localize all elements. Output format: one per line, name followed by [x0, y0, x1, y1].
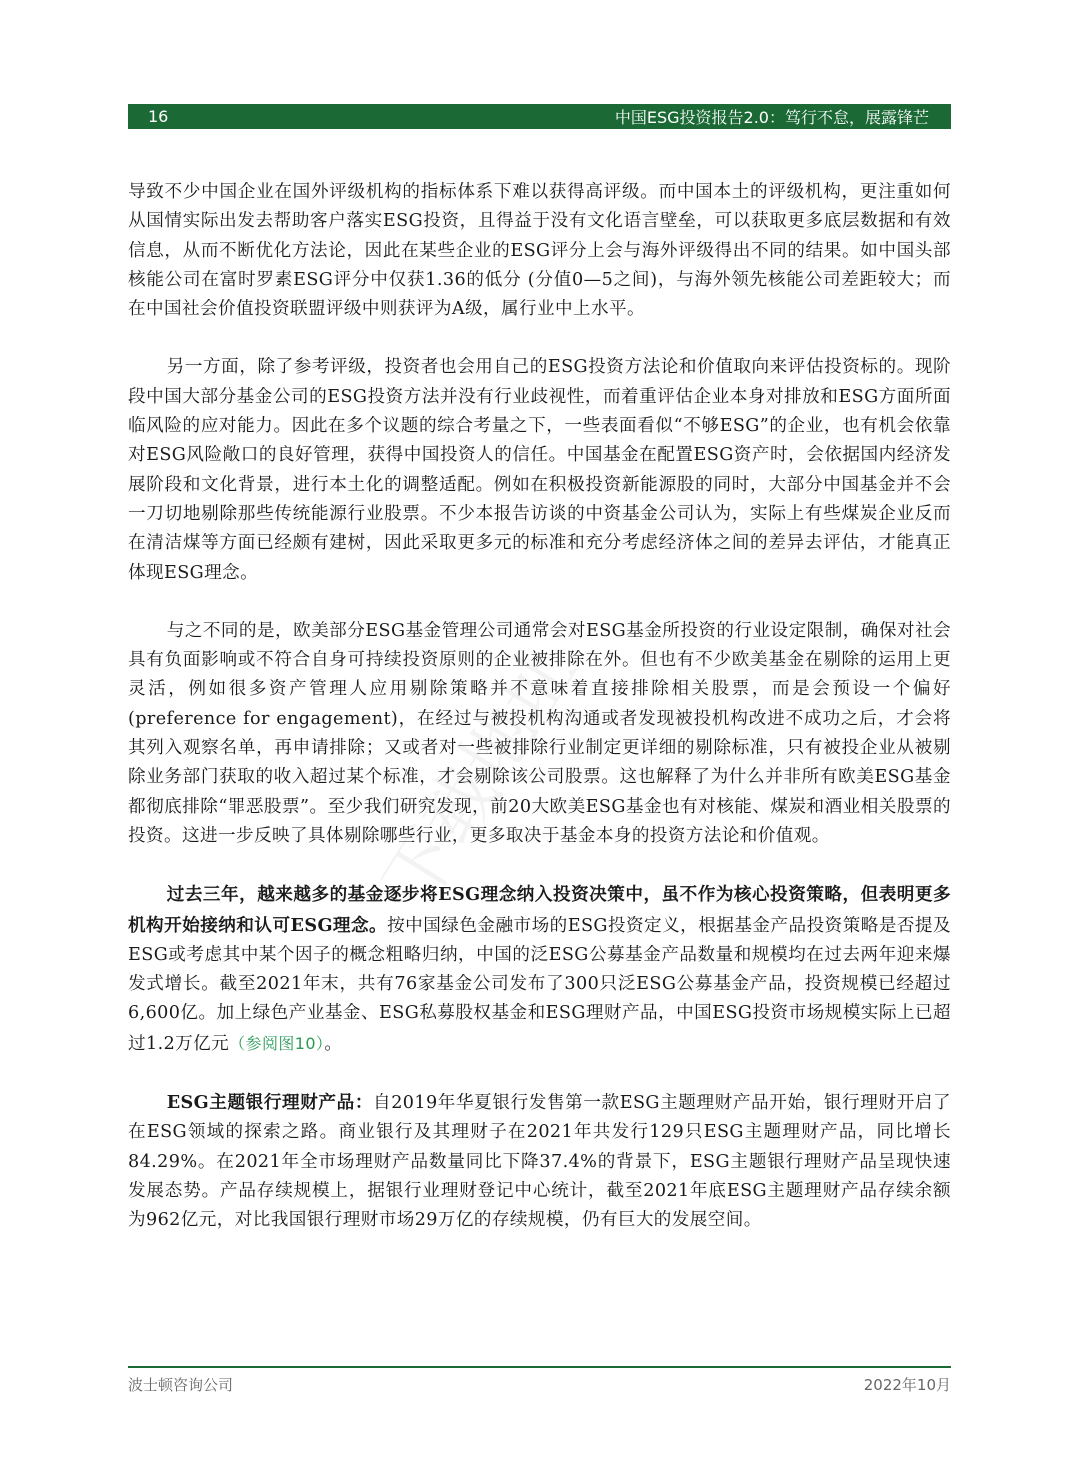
report-title: 中国ESG投资报告2.0：笃行不怠，展露锋芒 — [614, 108, 929, 127]
footer-date: 2022年10月 — [863, 1376, 951, 1394]
body-text — [128, 178, 951, 1265]
page-number: 16 — [148, 107, 169, 126]
header-bar — [128, 104, 951, 129]
figure-reference-link[interactable]: （参阅图10） — [229, 1033, 325, 1053]
paragraph-1: 导致不少中国企业在国外评级机构的指标体系下难以获得高评级。而中国本土的评级机构，更注重如何从国情实际出发去帮助客户落实ESG投资，且得益于没有文化语言壁垒，可以获取更多底层数据和有效信息，从而不断优化方法论，因此在某些企业的ESG评分上会与海外评级得出不同的结果。如中国头部核能公司在富时罗素ESG评分中仅获1.36的低分 (分值0—5之间)，与海外领先核能公司差距较大；而在中国社会价值投资联盟评级中则获评为A级，属行业中上水平。 — [128, 182, 951, 320]
paragraph-5-bold-lead: ESG主题银行理财产品： — [166, 1092, 374, 1114]
paragraph-5: ESG主题银行理财产品：自2019年华夏银行发售第一款ESG主题理财产品开始，银行理财开启了在ESG领域的探索之路。商业银行及其理财子在2021年共发行129只ESG主题理财产品，同比增长84.29%。在2021年全市场理财产品数量同比下降37.4%的背景下，ESG主题银行理财产品呈现快速发展态势。产品存续规模上，据银行业理财登记中心统计，截至2021年底ESG主题理财产品存续余额为962亿元，对比我国银行理财市场29万亿的存续规模，仍有巨大的发展空间。 — [128, 1092, 951, 1231]
footer-company: 波士顿咨询公司 — [128, 1376, 234, 1394]
paragraph-2: 另一方面，除了参考评级，投资者也会用自己的ESG投资方法论和价值取向来评估投资标的。现阶段中国大部分基金公司的ESG投资方法并没有行业歧视性，而着重评估企业本身对排放和ESG方面所面临风险的应对能力。因此在多个议题的综合考量之下，一些表面看似“不够ESG”的企业，也有机会依靠对ESG风险敞口的良好管理，获得中国投资人的信任。中国基金在配置ESG资产时，会依据国内经济发展阶段和文化背景，进行本土化的调整适配。例如在积极投资新能源股的同时，大部分中国基金并不会一刀切地剔除那些传统能源行业股票。不少本报告访谈的中资基金公司认为，实际上有些煤炭企业反而在清洁煤等方面已经颇有建树，因此采取更多元的标准和充分考虑经济体之间的差异去评估，才能真正体现ESG理念。 — [128, 357, 951, 583]
paragraph-4-bold-lead: 过去三年，越来越多的基金逐步将ESG理念纳入投资决策中，虽不作为核心投资策略，但表明更多机构开始接纳和认可ESG理念。 — [128, 884, 951, 936]
footer-divider — [128, 1366, 951, 1368]
paragraph-3: 与之不同的是，欧美部分ESG基金管理公司通常会对ESG基金所投资的行业设定限制，确保对社会具有负面影响或不符合自身可持续投资原则的企业被排除在外。但也有不少欧美基金在剔除的运用上更灵活，例如很多资产管理人应用剔除策略并不意味着直接排除相关股票，而是会预设一个偏好 (preference for engagement)，在经过与被投机构沟通或者发现被投机构改进不成功之后，才会将其列入观察名单，再申请排除；又或者对一些被排除行业制定更详细的剔除标准，只有被投企业从被剔除业务部门获取的收入超过某个标准，才会剔除该公司股票。这也解释了为什么并非所有欧美ESG基金都彻底排除“罪恶股票”。至少我们研究发现，前20大欧美ESG基金也有对核能、煤炭和酒业相关股票的投资。这进一步反映了具体剔除哪些行业，更多取决于基金本身的投资方法论和价值观。 — [128, 620, 951, 846]
paragraph-4: 过去三年，越来越多的基金逐步将ESG理念纳入投资决策中，虽不作为核心投资策略，但表明更多机构开始接纳和认可ESG理念。按中国绿色金融市场的ESG投资定义，根据基金产品投资策略是否提及ESG或考虑其中某个因子的概念粗略归纳，中国的泛ESG公募基金产品数量和规模均在过去两年迎来爆发式增长。截至2021年末，共有76家基金公司发布了300只泛ESG公募基金产品，投资规模已经超过6,600亿。加上绿色产业基金、ESG私募股权基金和ESG理财产品，中国ESG投资市场规模实际上已超过1.2万亿元（参阅图10）。 — [128, 884, 951, 1054]
